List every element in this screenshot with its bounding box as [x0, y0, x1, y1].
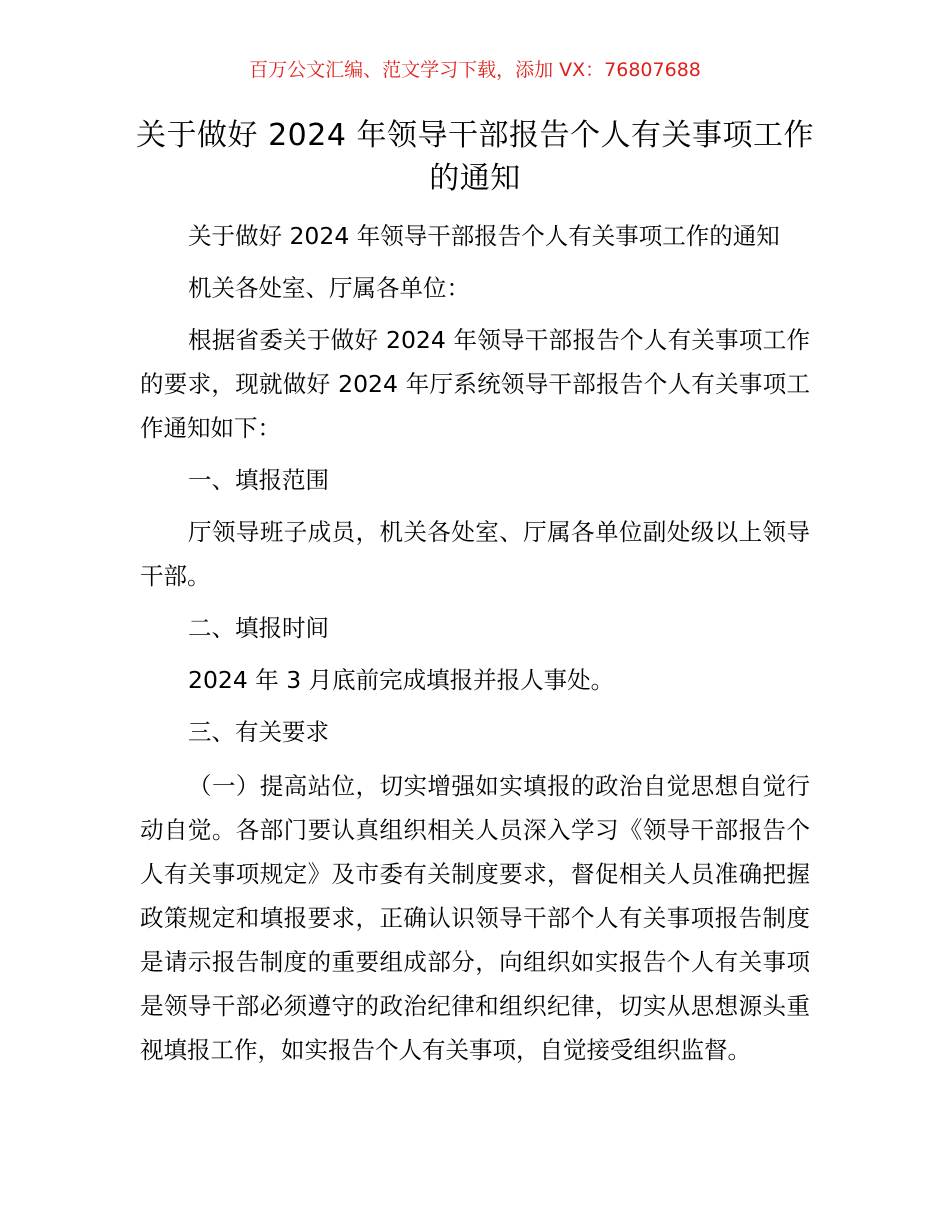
intro-paragraph: 根据省委关于做好 2024 年领导干部报告个人有关事项工作的要求，现就做好 2024 年厅系统领导干部报告个人有关事项工作通知如下： [140, 326, 810, 442]
section-heading-requirements: 三、有关要求 [188, 718, 329, 746]
body-section [140, 764, 810, 1072]
requirement-paragraph-1: （一）提高站位，切实增强如实填报的政治自觉思想自觉行动自觉。各部门要认真组织相关人员深入学习《领导干部报告个人有关事项规定》及市委有关制度要求，督促相关人员准确把握政策规定和填报要求，正确认识领导干部个人有关事项报告制度是请示报告制度的重要组成部分，向组织如实报告个人有关事项是领导干部必须遵守的政治纪律和组织纪律，切实从思想源头重视填报工作，如实报告个人有关事项，自觉接受组织监督。 [140, 772, 810, 1064]
body-section [140, 710, 810, 754]
header-notice: 百万公文汇编、范文学习下载，添加 VX：76807688 [249, 59, 701, 81]
section-heading-time: 二、填报时间 [188, 614, 329, 642]
document-title: 关于做好 2024 年领导干部报告个人有关事项工作的通知 [136, 118, 814, 196]
body-section [140, 458, 810, 502]
body-section [140, 318, 810, 450]
body-section [140, 266, 810, 310]
subject-line: 关于做好 2024 年领导干部报告个人有关事项工作的通知 [188, 222, 780, 250]
scope-paragraph: 厅领导班子成员，机关各处室、厅属各单位副处级以上领导干部。 [140, 518, 810, 590]
time-paragraph: 2024 年 3 月底前完成填报并报人事处。 [188, 666, 615, 694]
body-section [140, 214, 810, 258]
addressee-line: 机关各处室、厅属各单位： [188, 274, 470, 302]
section-heading-scope: 一、填报范围 [188, 466, 329, 494]
body-section [140, 510, 810, 598]
body-section [140, 606, 810, 650]
body-section [140, 658, 810, 702]
